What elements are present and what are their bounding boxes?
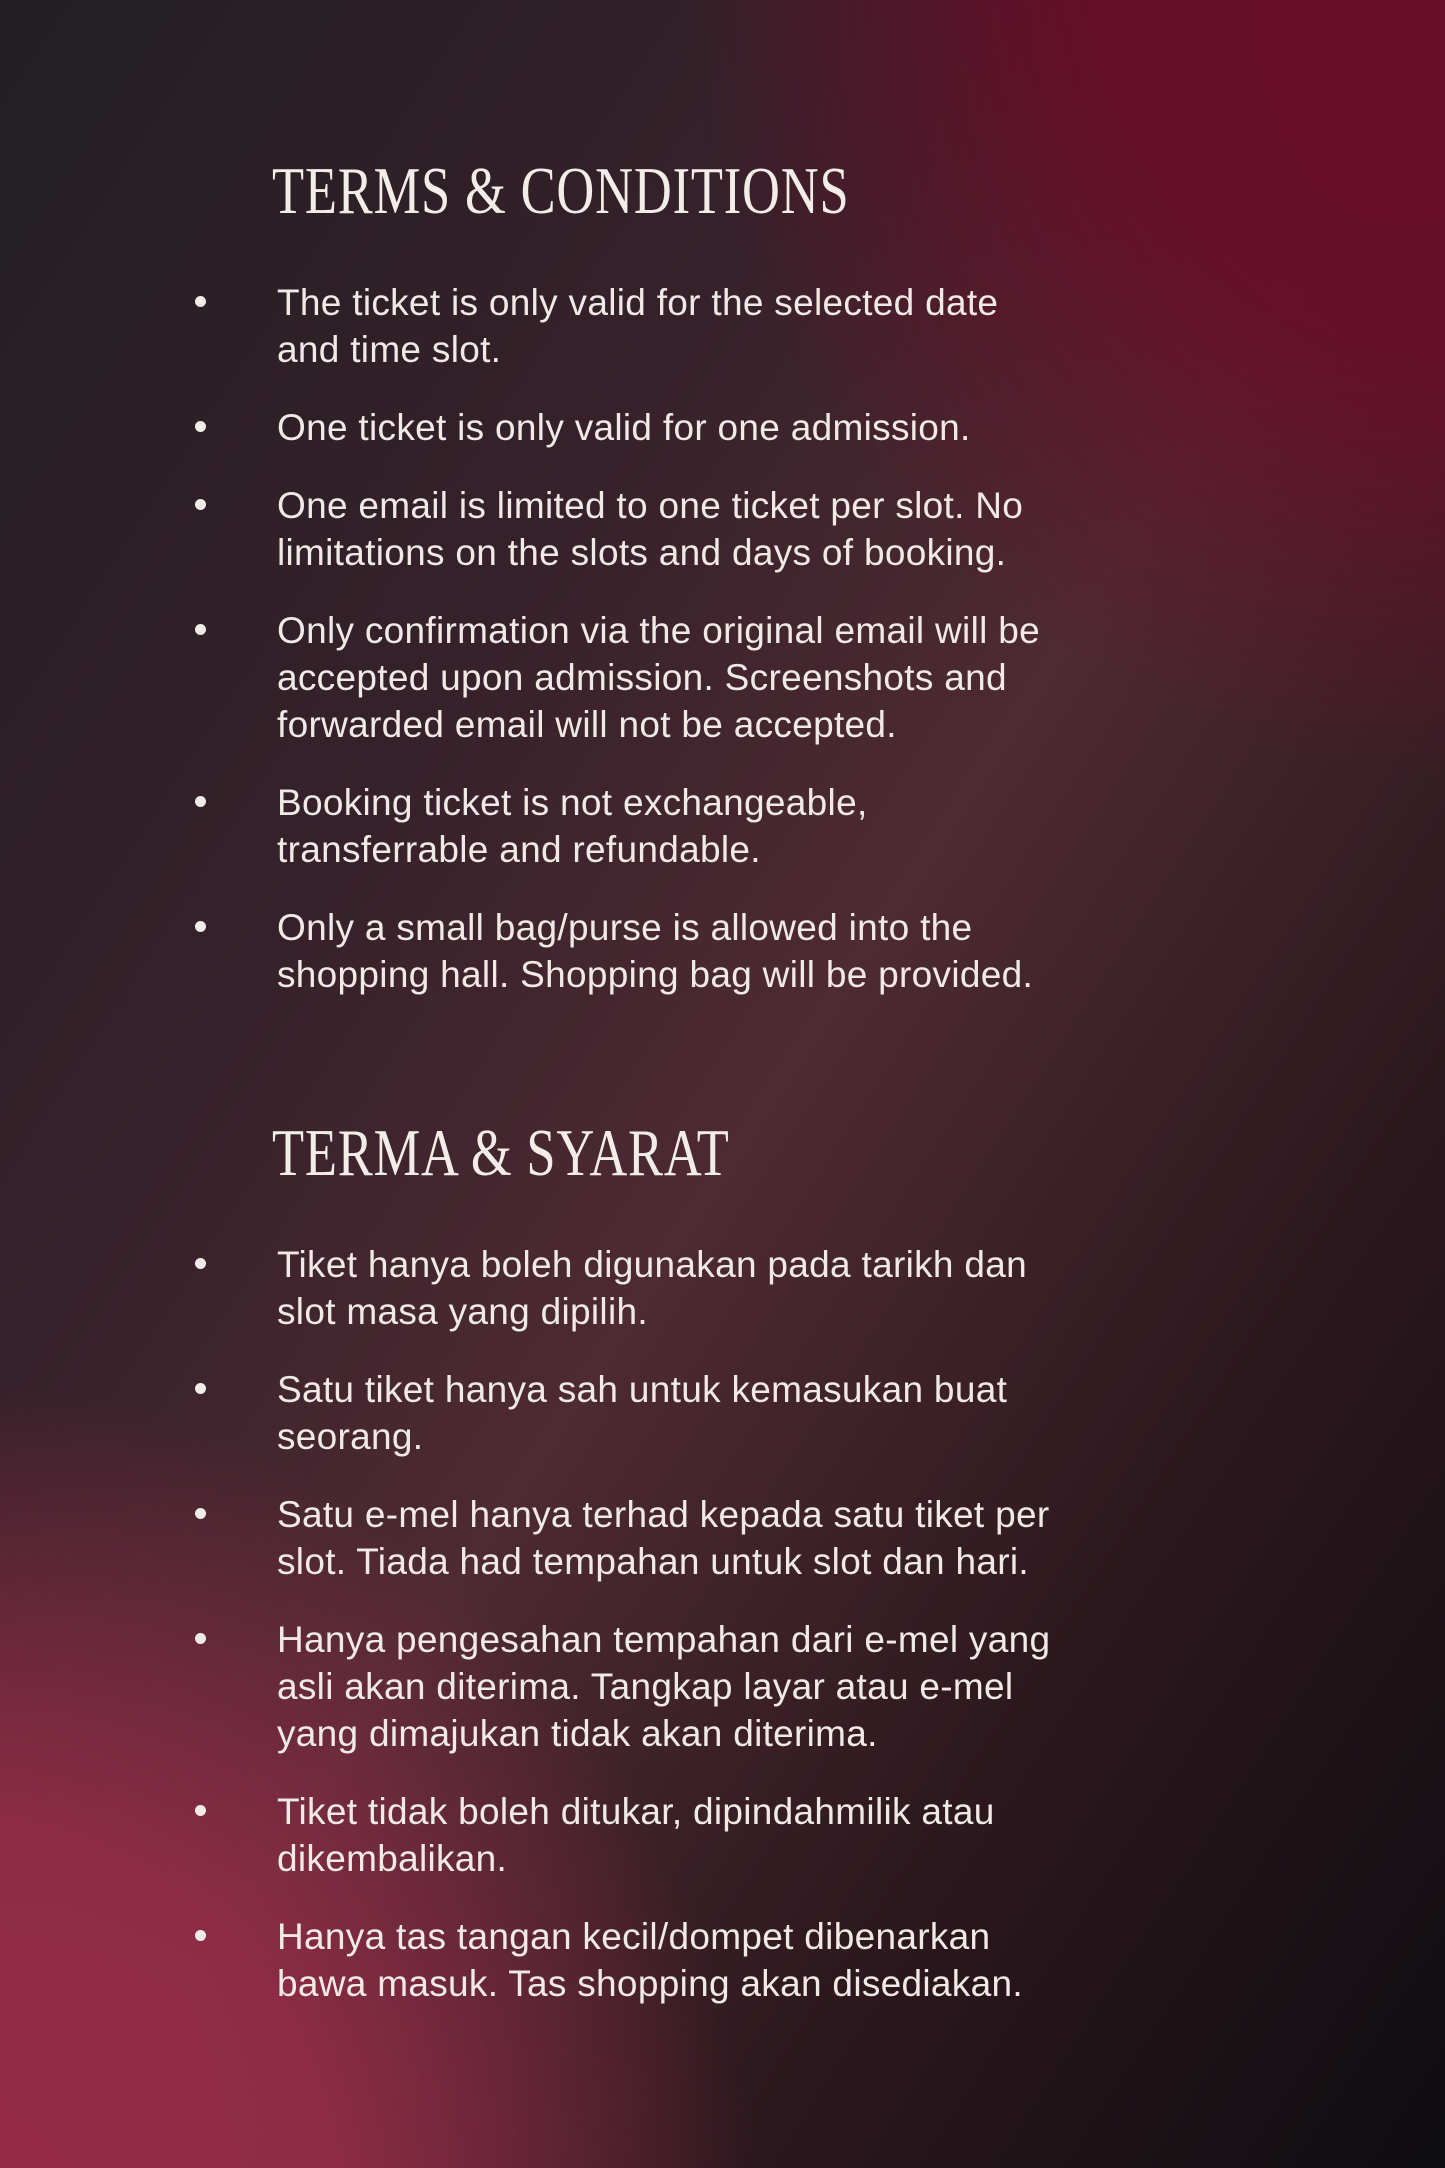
list-item — [195, 607, 1315, 748]
term-line: limitations on the slots and days of booking. — [277, 532, 1007, 573]
list-item — [195, 1788, 1315, 1882]
bullet-icon — [195, 1805, 206, 1816]
term-line: The ticket is only valid for the selected date — [277, 282, 999, 323]
poster-content — [195, 153, 1315, 2038]
term-line: Tiket hanya boleh digunakan pada tarikh dan — [277, 1244, 1028, 1285]
bullet-icon — [195, 1258, 206, 1269]
bullet-icon — [195, 796, 206, 807]
term-line: Tiket tidak boleh ditukar, dipindahmilik atau — [277, 1791, 995, 1832]
section-title-english: TERMS & CONDITIONS — [272, 153, 850, 228]
term-line: seorang. — [277, 1416, 424, 1457]
list-item — [195, 404, 1315, 451]
term-line: dikembalikan. — [277, 1838, 508, 1879]
term-line: slot. Tiada had tempahan untuk slot dan hari. — [277, 1541, 1029, 1582]
list-item — [195, 1913, 1315, 2007]
term-line: One email is limited to one ticket per slot. No — [277, 485, 1024, 526]
bullet-icon — [195, 1508, 206, 1519]
section-title-malay: TERMA & SYARAT — [272, 1115, 730, 1190]
bullet-icon — [195, 624, 206, 635]
bullet-icon — [195, 499, 206, 510]
term-line: transferrable and refundable. — [277, 829, 761, 870]
term-line: Only a small bag/purse is allowed into the — [277, 907, 973, 948]
list-item — [195, 1366, 1315, 1460]
terms-list-english — [195, 279, 1315, 998]
bullet-icon — [195, 1930, 206, 1941]
term-line: Satu e-mel hanya terhad kepada satu tiket per — [277, 1494, 1050, 1535]
term-line: asli akan diterima. Tangkap layar atau e-mel — [277, 1666, 1014, 1707]
bullet-icon — [195, 296, 206, 307]
list-item — [195, 1491, 1315, 1585]
bullet-icon — [195, 1383, 206, 1394]
term-line: accepted upon admission. Screenshots and — [277, 657, 1007, 698]
term-line: and time slot. — [277, 329, 502, 370]
list-item — [195, 482, 1315, 576]
term-line: Booking ticket is not exchangeable, — [277, 782, 868, 823]
term-line: yang dimajukan tidak akan diterima. — [277, 1713, 878, 1754]
term-line: Satu tiket hanya sah untuk kemasukan buat — [277, 1369, 1008, 1410]
term-line: One ticket is only valid for one admission. — [277, 407, 971, 448]
bullet-icon — [195, 921, 206, 932]
list-item — [195, 279, 1315, 373]
term-line: slot masa yang dipilih. — [277, 1291, 648, 1332]
term-line: Hanya pengesahan tempahan dari e-mel yang — [277, 1619, 1051, 1660]
term-line: Only confirmation via the original email will be — [277, 610, 1040, 651]
list-item — [195, 1241, 1315, 1335]
bullet-icon — [195, 1633, 206, 1644]
term-line: Hanya tas tangan kecil/dompet dibenarkan — [277, 1916, 991, 1957]
term-line: forwarded email will not be accepted. — [277, 704, 897, 745]
term-line: shopping hall. Shopping bag will be provided. — [277, 954, 1034, 995]
list-item — [195, 779, 1315, 873]
terms-list-malay — [195, 1241, 1315, 2007]
bullet-icon — [195, 421, 206, 432]
list-item — [195, 904, 1315, 998]
term-line: bawa masuk. Tas shopping akan disediakan. — [277, 1963, 1023, 2004]
list-item — [195, 1616, 1315, 1757]
